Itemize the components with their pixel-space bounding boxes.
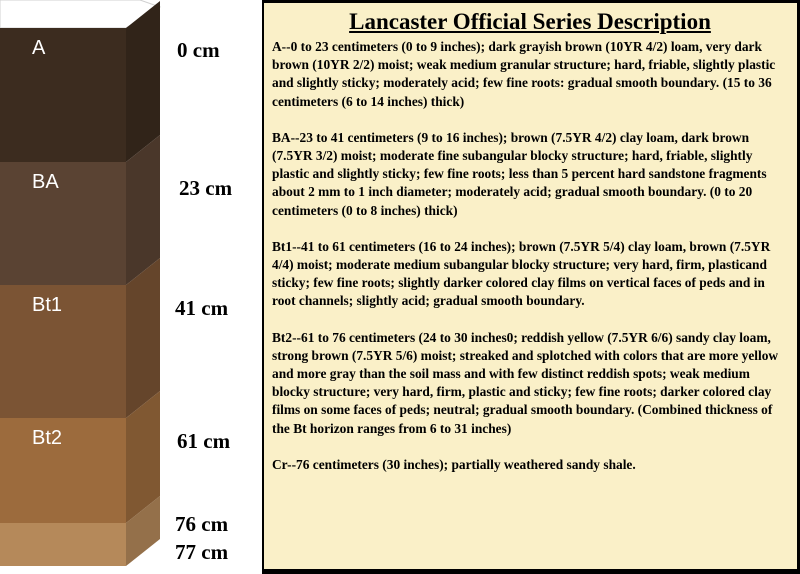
horizon-front-face	[0, 418, 126, 523]
horizon-front-face	[0, 162, 126, 285]
horizon-side-face	[126, 1, 160, 162]
description-bt2: Bt2--61 to 76 centimeters (24 to 30 inches0; reddish yellow (7.5YR 6/6) sandy clay loam, strong brown (7.5YR 5/6) moist; streaked and splotched with colors that are more yellow and more gray than the soil mass and with few distinct reddish spots; weak medium blocky structure; very hard, firm, plastic and sticky; few fine roots; darker colored clay films on some faces of peds; neutral; gradual smooth boundary. (Combined thickness of the Bt horizon ranges from 6 to 31 inches)	[272, 329, 779, 436]
horizon-front-face	[0, 28, 126, 162]
depth-label-41: 41 cm	[175, 296, 229, 320]
horizon-label-ba: BA	[32, 171, 59, 193]
horizon-side-face	[126, 258, 160, 418]
depth-label-0: 0 cm	[177, 38, 220, 62]
depth-label-76: 76 cm	[175, 512, 229, 536]
horizon-label-a: A	[32, 37, 46, 59]
depth-label-23: 23 cm	[179, 176, 233, 200]
soil-profile	[0, 0, 262, 574]
description-panel	[264, 3, 797, 569]
description-bt1: Bt1--41 to 61 centimeters (16 to 24 inches); brown (7.5YR 5/4) clay loam, brown (7.5YR 4/4) moist; moderate medium subangular blocky structure; very hard, firm, plasticand sticky; few fine roots; slightly darker colored clay films on vertical faces of peds and in root channels; slightly acid; gradual smooth boundary.	[272, 238, 771, 309]
description-cr: Cr--76 centimeters (30 inches); partially weathered sandy shale.	[272, 456, 636, 472]
horizon-front-face	[0, 285, 126, 418]
horizon-front-face	[0, 523, 126, 566]
depth-label-61: 61 cm	[177, 429, 231, 453]
panel-title: Lancaster Official Series Description	[349, 9, 711, 34]
horizon-label-bt2: Bt2	[32, 427, 63, 449]
description-a: A--0 to 23 centimeters (0 to 9 inches); dark grayish brown (10YR 4/2) loam, very dark brown (10YR 2/2) moist; weak medium granular structure; hard, friable, slightly plastic and slightly sticky; moderately acid; few fine roots: gradual smooth boundary. (15 to 36 centimeters (6 to 14 inches) thick)	[272, 39, 776, 109]
description-ba: BA--23 to 41 centimeters (9 to 16 inches); brown (7.5YR 4/2) clay loam, dark brown (7.5YR 3/2) moist; moderate fine subangular blocky structure; hard, friable, slightly plastic and slightly sticky; few fine roots; less than 5 percent hard sandstone fragments about 2 mm to 1 inch diameter; moderately acid; gradual smooth boundary. (0 to 20 centimeters (0 to 8 inches) thick)	[272, 129, 767, 218]
depth-label-77: 77 cm	[175, 540, 229, 564]
horizon-label-bt1: Bt1	[32, 294, 63, 316]
soil-profile-column	[0, 0, 262, 574]
